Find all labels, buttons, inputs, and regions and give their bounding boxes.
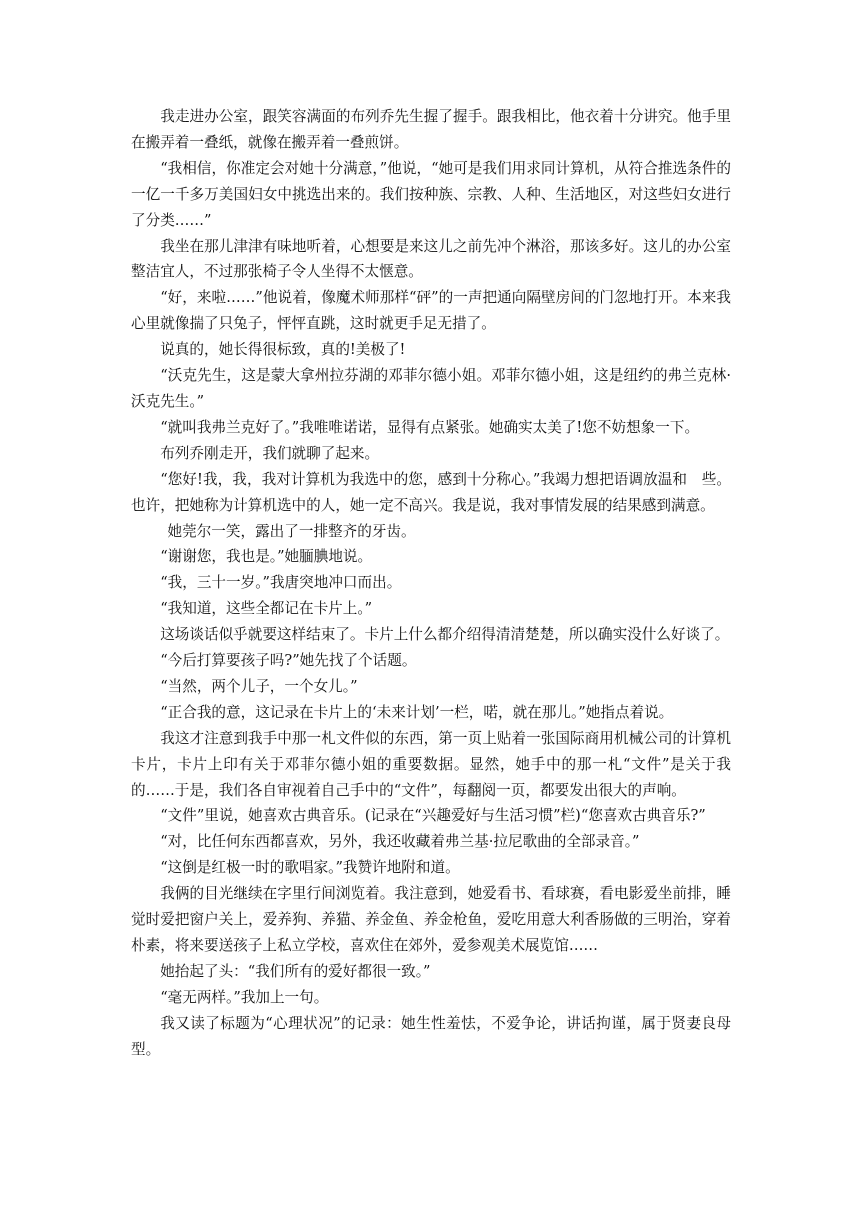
paragraph: “我相信，你准定会对她十分满意，”他说，“她可是我们用求同计算机，从符合推选条件的一亿一千多万美国妇女中挑选出来的。我们按种族、宗教、人种、生活地区，对这些妇女进行了分类……” — [131, 159, 731, 229]
paragraph: 我坐在那儿津津有味地听着，心想要是来这儿之前先冲个淋浴，那该多好。这儿的办公室整洁宜人，不过那张椅子令人坐得不太惬意。 — [131, 237, 731, 281]
paragraph: “毫无两样。”我加上一句。 — [160, 988, 329, 1006]
paragraph: 我走进办公室，跟笑容满面的布列乔先生握了握手。跟我相比，他衣着十分讲究。他手里在搬弄着一叠纸，就像在搬弄着一叠煎饼。 — [131, 108, 731, 151]
paragraph: “对，比任何东西都喜欢，另外，我还收藏着弗兰基·拉尼歌曲的全部录音。” — [160, 833, 640, 851]
paragraph: 这场谈话似乎就要这样结束了。卡片上什么都介绍得清清楚楚，所以确实没什么好谈了。 — [160, 626, 730, 644]
paragraph: 我又读了标题为“心理状况”的记录：她生性羞怯，不爱争论，讲话拘谨，属于贤妻良母型。 — [131, 1014, 731, 1058]
paragraph: 我俩的目光继续在字里行间浏览着。我注意到，她爱看书、看球赛，看电影爱坐前排，睡觉时爱把窗户关上，爱养狗、养猫、养金鱼、养金枪鱼，爱吃用意大利香肠做的三明治，穿着朴素，将来要送孩子上私立学校，喜欢住在郊外，爱参观美术展览馆…… — [131, 885, 731, 954]
paragraph: “沃克先生，这是蒙大拿州拉芬湖的邓菲尔德小姐。邓菲尔德小姐，这是纽约的弗兰克林·沃克先生。” — [131, 367, 731, 410]
paragraph: “好，来啦……”他说着，像魔术师那样“砰”的一声把通向隔壁房间的门忽地打开。本来我心里就像揣了只兔子，怦怦直跳，这时就更手足无措了。 — [131, 289, 731, 333]
paragraph: 布列乔刚走开，我们就聊了起来。 — [160, 444, 380, 462]
paragraph: “这倒是红极一时的歌唱家。”我赞许地附和道。 — [160, 859, 460, 877]
paragraph: “谢谢您，我也是。”她腼腆地说。 — [160, 548, 373, 566]
document-body — [131, 104, 731, 1063]
paragraph: 我这才注意到我手中那一札文件似的东西，第一页上贴着一张国际商用机械公司的计算机卡片，卡片上印有关于邓菲尔德小姐的重要数据。显然，她手中的那一札“文件”是关于我的……于是，我们各自审视着自己手中的“文件”，每翻阅一页，都要发出很大的声响。 — [131, 729, 731, 799]
paragraph: 说真的，她长得很标致，真的!美极了! — [160, 341, 406, 359]
paragraph: 她抬起了头：“我们所有的爱好都很一致。” — [160, 962, 431, 980]
paragraph: “我，三十一岁。”我唐突地冲口而出。 — [160, 574, 402, 592]
paragraph: “正合我的意，这记录在卡片上的‘未来计划’一栏，喏，就在那儿。”她指点着说。 — [160, 703, 674, 721]
paragraph: “当然，两个儿子，一个女儿。” — [160, 677, 358, 695]
paragraph: “今后打算要孩子吗?”她先找了个话题。 — [160, 652, 417, 670]
paragraph: “就叫我弗兰克好了。”我唯唯诺诺，显得有点紧张。她确实太美了!您不妨想象一下。 — [160, 418, 700, 436]
paragraph: “文件”里说，她喜欢古典音乐。(记录在“兴趣爱好与生活习惯”栏)“您喜欢古典音乐?” — [160, 807, 706, 825]
paragraph: 她莞尔一笑，露出了一排整齐的牙齿。 — [167, 522, 416, 540]
paragraph: “我知道，这些全都记在卡片上。” — [160, 600, 373, 618]
paragraph: “您好!我，我，我对计算机为我选中的您，感到十分称心。”我竭力想把语调放温和 些。也许，把她称为计算机选中的人，她一定不高兴。我是说，我对事情发展的结果感到满意。 — [131, 470, 731, 514]
